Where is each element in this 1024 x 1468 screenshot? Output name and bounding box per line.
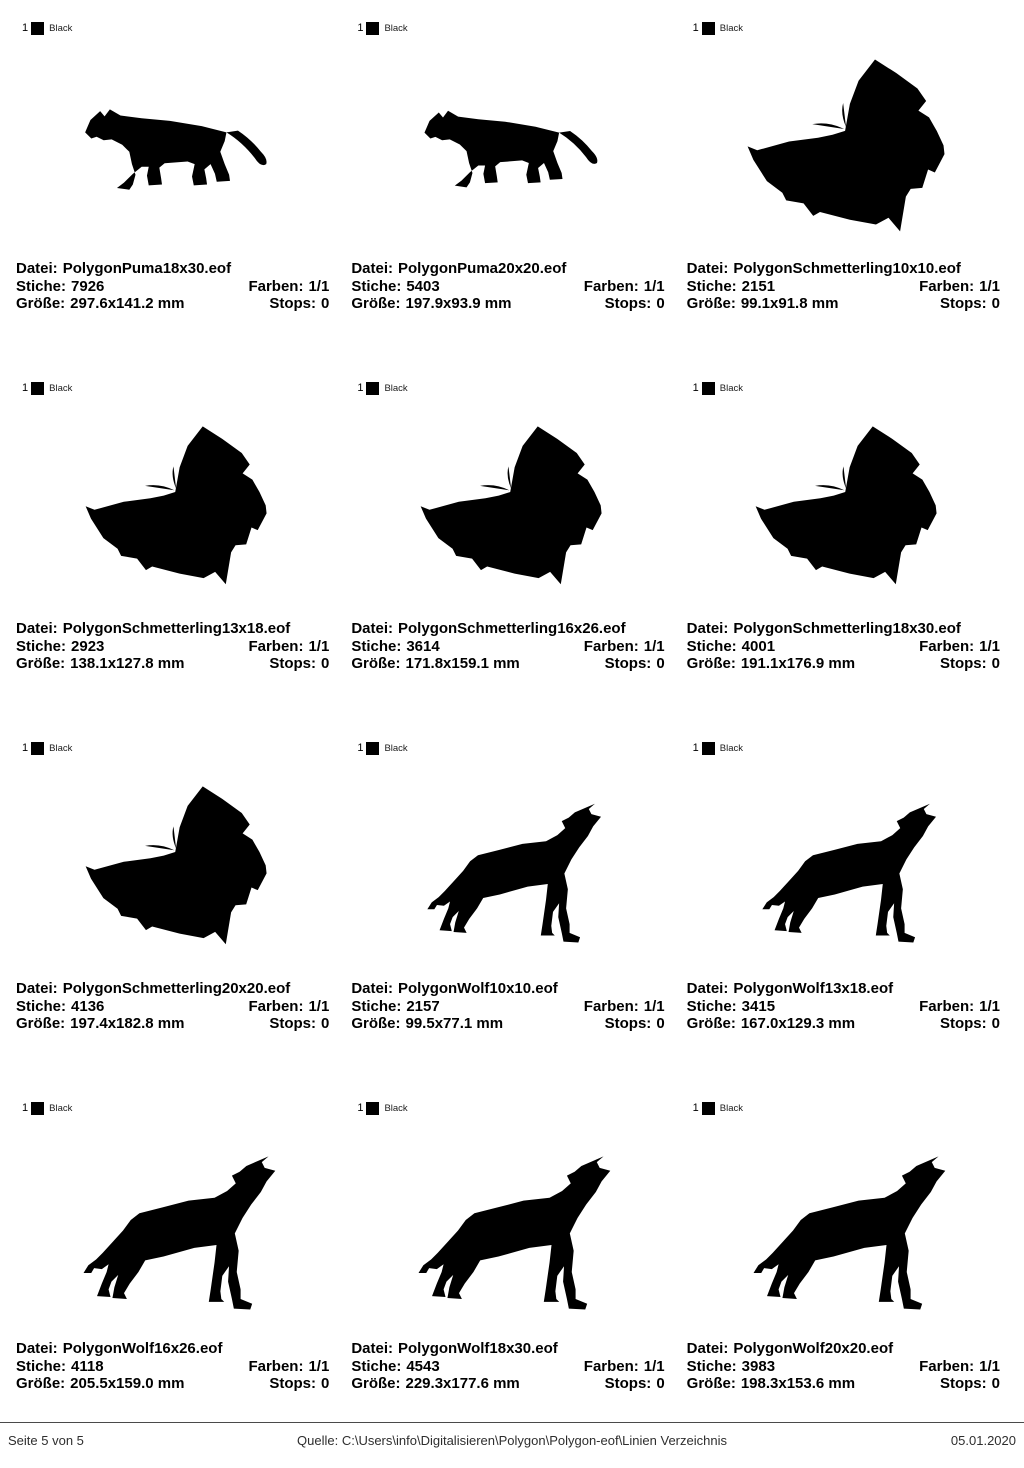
- design-preview: [349, 1116, 674, 1338]
- design-cell: [685, 1100, 1010, 1398]
- colors-value: 1/1: [643, 997, 665, 1015]
- color-legend: [357, 1100, 674, 1116]
- size-label: Größe:: [16, 1015, 66, 1032]
- design-cell: [14, 380, 339, 678]
- size-value: 198.3x153.6 mm: [740, 1375, 856, 1392]
- color-name: Black: [719, 1102, 744, 1114]
- design-cell: [349, 380, 674, 678]
- stitches-label: Stiche:: [686, 1357, 737, 1375]
- colors-value: 1/1: [979, 277, 1000, 295]
- stops-value: 0: [991, 1015, 1000, 1032]
- stitches-value: 7926: [71, 277, 105, 295]
- color-number: 1: [357, 1102, 364, 1114]
- color-legend: [357, 380, 674, 396]
- design-metadata: [685, 1338, 1010, 1393]
- color-name: Black: [49, 742, 73, 754]
- source-value: C:\Users\info\Digitalisieren\Polygon\Polygon-eof\Linien Verzeichnis: [341, 1433, 727, 1448]
- design-preview: [349, 396, 674, 618]
- black-color-swatch: [702, 22, 715, 35]
- color-number: 1: [692, 22, 699, 34]
- size-label: Größe:: [351, 655, 401, 672]
- file-name: PolygonSchmetterling20x20.eof: [62, 980, 291, 997]
- stops-label: Stops:: [939, 1015, 987, 1032]
- color-name: Black: [49, 1102, 73, 1114]
- colors-label: Farben:: [248, 1357, 304, 1375]
- puma-drawing: [71, 97, 283, 198]
- colors-label: Farben:: [583, 277, 639, 295]
- file-label: Datei:: [351, 260, 394, 277]
- color-number: 1: [357, 22, 364, 34]
- colors-value: 1/1: [308, 997, 330, 1015]
- stitches-label: Stiche:: [686, 637, 737, 655]
- stops-label: Stops:: [269, 1375, 316, 1392]
- size-value: 191.1x176.9 mm: [740, 655, 856, 672]
- page-number: Seite 5 von 5: [8, 1433, 84, 1448]
- file-name: PolygonWolf16x26.eof: [62, 1340, 223, 1357]
- color-legend: [22, 740, 339, 756]
- stitches-label: Stiche:: [686, 277, 737, 295]
- color-name: Black: [49, 382, 73, 394]
- file-name: PolygonPuma18x30.eof: [62, 260, 232, 277]
- file-name: PolygonSchmetterling16x26.eof: [398, 620, 626, 637]
- color-legend: [357, 20, 674, 36]
- stitches-value: 4118: [71, 1357, 104, 1375]
- colors-value: 1/1: [979, 1357, 1000, 1375]
- design-metadata: [349, 618, 674, 673]
- design-preview: [14, 36, 339, 258]
- stops-label: Stops:: [269, 295, 316, 312]
- size-value: 197.4x182.8 mm: [70, 1015, 185, 1032]
- stops-value: 0: [320, 1015, 330, 1032]
- size-label: Größe:: [686, 295, 736, 312]
- size-value: 138.1x127.8 mm: [70, 655, 185, 672]
- colors-label: Farben:: [248, 277, 304, 295]
- wolf-drawing: [71, 1139, 283, 1314]
- size-value: 205.5x159.0 mm: [70, 1375, 185, 1392]
- colors-label: Farben:: [919, 997, 975, 1015]
- stops-label: Stops:: [604, 1375, 652, 1392]
- color-name: Black: [384, 382, 408, 394]
- file-name: PolygonSchmetterling10x10.eof: [733, 260, 961, 277]
- stops-value: 0: [991, 295, 1000, 312]
- color-number: 1: [357, 382, 364, 394]
- file-label: Datei:: [16, 260, 58, 277]
- size-label: Größe:: [351, 295, 401, 312]
- design-metadata: [14, 1338, 339, 1393]
- black-color-swatch: [31, 22, 44, 35]
- size-label: Größe:: [16, 1375, 66, 1392]
- design-metadata: [685, 258, 1010, 313]
- size-value: 99.1x91.8 mm: [740, 295, 839, 312]
- design-preview: [14, 756, 339, 978]
- design-cell: [14, 20, 339, 318]
- stitches-value: 2157: [406, 997, 440, 1015]
- stitches-value: 3983: [741, 1357, 776, 1375]
- design-preview: [14, 396, 339, 618]
- butterfly-drawing: [745, 414, 949, 600]
- butterfly-drawing: [736, 46, 958, 249]
- colors-value: 1/1: [979, 997, 1000, 1015]
- design-preview: [685, 396, 1010, 618]
- colors-label: Farben:: [248, 637, 304, 655]
- stops-label: Stops:: [604, 295, 652, 312]
- stops-label: Stops:: [939, 655, 987, 672]
- file-name: PolygonWolf10x10.eof: [398, 980, 558, 997]
- black-color-swatch: [31, 382, 44, 395]
- design-metadata: [14, 618, 339, 673]
- design-cell: [685, 380, 1010, 678]
- file-label: Datei:: [16, 1340, 58, 1357]
- stitches-value: 2923: [71, 637, 105, 655]
- stops-label: Stops:: [604, 1015, 652, 1032]
- design-cell: [349, 20, 674, 318]
- stitches-value: 3614: [406, 637, 440, 655]
- stitches-label: Stiche:: [351, 277, 402, 295]
- stops-label: Stops:: [604, 655, 652, 672]
- file-label: Datei:: [16, 980, 58, 997]
- black-color-swatch: [702, 742, 715, 755]
- stops-value: 0: [320, 1375, 330, 1392]
- wolf-drawing: [406, 1139, 618, 1314]
- black-color-swatch: [366, 1102, 379, 1115]
- stops-label: Stops:: [939, 295, 987, 312]
- stitches-value: 4136: [71, 997, 105, 1015]
- file-name: PolygonPuma20x20.eof: [398, 260, 567, 277]
- design-metadata: [14, 258, 339, 313]
- butterfly-drawing: [410, 414, 614, 600]
- colors-label: Farben:: [919, 637, 975, 655]
- black-color-swatch: [366, 382, 379, 395]
- design-grid: [14, 20, 1010, 1398]
- colors-label: Farben:: [583, 1357, 639, 1375]
- colors-label: Farben:: [583, 997, 639, 1015]
- colors-value: 1/1: [308, 1357, 330, 1375]
- stitches-label: Stiche:: [351, 997, 402, 1015]
- colors-label: Farben:: [919, 1357, 975, 1375]
- stitches-label: Stiche:: [16, 277, 67, 295]
- design-metadata: [685, 618, 1010, 673]
- colors-label: Farben:: [248, 997, 304, 1015]
- stitches-value: 3415: [741, 997, 776, 1015]
- color-number: 1: [692, 742, 699, 754]
- design-cell: [685, 20, 1010, 318]
- design-metadata: [14, 978, 339, 1033]
- file-label: Datei:: [686, 1340, 729, 1357]
- black-color-swatch: [366, 742, 379, 755]
- color-number: 1: [692, 1102, 699, 1114]
- color-legend: [22, 20, 339, 36]
- black-color-swatch: [31, 1102, 44, 1115]
- size-label: Größe:: [686, 655, 736, 672]
- stops-value: 0: [991, 655, 1000, 672]
- file-name: PolygonSchmetterling13x18.eof: [62, 620, 291, 637]
- design-preview: [685, 756, 1010, 978]
- stitches-label: Stiche:: [16, 1357, 67, 1375]
- black-color-swatch: [31, 742, 44, 755]
- butterfly-drawing: [75, 414, 279, 600]
- design-metadata: [685, 978, 1010, 1033]
- size-value: 171.8x159.1 mm: [405, 655, 520, 672]
- file-label: Datei:: [351, 980, 394, 997]
- color-number: 1: [22, 742, 29, 754]
- file-name: PolygonWolf13x18.eof: [733, 980, 894, 997]
- color-number: 1: [692, 382, 699, 394]
- stitches-label: Stiche:: [351, 1357, 402, 1375]
- colors-value: 1/1: [308, 637, 330, 655]
- color-legend: [693, 1100, 1010, 1116]
- size-label: Größe:: [351, 1015, 401, 1032]
- design-preview: [685, 36, 1010, 258]
- file-label: Datei:: [351, 1340, 394, 1357]
- file-name: PolygonWolf18x30.eof: [398, 1340, 558, 1357]
- stitches-value: 2151: [741, 277, 776, 295]
- color-name: Black: [384, 742, 408, 754]
- stitches-label: Stiche:: [351, 637, 402, 655]
- file-name: PolygonWolf20x20.eof: [733, 1340, 894, 1357]
- black-color-swatch: [366, 22, 379, 35]
- size-label: Größe:: [351, 1375, 401, 1392]
- stops-value: 0: [656, 1375, 665, 1392]
- design-cell: [14, 1100, 339, 1398]
- design-cell: [14, 740, 339, 1038]
- stitches-label: Stiche:: [686, 997, 737, 1015]
- stops-value: 0: [991, 1375, 1000, 1392]
- stops-label: Stops:: [939, 1375, 987, 1392]
- stitches-value: 4001: [741, 637, 776, 655]
- puma-drawing: [411, 99, 613, 195]
- stops-value: 0: [656, 1015, 665, 1032]
- size-value: 229.3x177.6 mm: [405, 1375, 520, 1392]
- stitches-label: Stiche:: [16, 637, 67, 655]
- color-name: Black: [384, 1102, 408, 1114]
- design-preview: [685, 1116, 1010, 1338]
- color-number: 1: [22, 1102, 29, 1114]
- colors-label: Farben:: [583, 637, 639, 655]
- color-name: Black: [719, 22, 744, 34]
- colors-label: Farben:: [919, 277, 975, 295]
- color-legend: [22, 380, 339, 396]
- stops-label: Stops:: [269, 1015, 316, 1032]
- design-metadata: [349, 258, 674, 313]
- size-value: 99.5x77.1 mm: [405, 1015, 504, 1032]
- file-label: Datei:: [351, 620, 394, 637]
- size-label: Größe:: [16, 295, 66, 312]
- design-metadata: [349, 1338, 674, 1393]
- design-preview: [349, 36, 674, 258]
- source-label: Quelle:: [297, 1433, 339, 1448]
- file-label: Datei:: [686, 620, 729, 637]
- stops-label: Stops:: [269, 655, 316, 672]
- size-value: 197.9x93.9 mm: [405, 295, 512, 312]
- color-legend: [22, 1100, 339, 1116]
- butterfly-drawing: [75, 774, 279, 960]
- color-number: 1: [22, 382, 29, 394]
- colors-value: 1/1: [308, 277, 330, 295]
- size-label: Größe:: [686, 1015, 736, 1032]
- size-label: Größe:: [16, 655, 66, 672]
- size-value: 297.6x141.2 mm: [70, 295, 185, 312]
- stops-value: 0: [320, 295, 330, 312]
- color-name: Black: [384, 22, 408, 34]
- color-legend: [693, 20, 1010, 36]
- file-name: PolygonSchmetterling18x30.eof: [733, 620, 961, 637]
- design-cell: [349, 1100, 674, 1398]
- stops-value: 0: [656, 295, 665, 312]
- size-label: Größe:: [686, 1375, 736, 1392]
- file-label: Datei:: [686, 980, 729, 997]
- page-footer: [0, 1422, 1024, 1448]
- design-cell: [685, 740, 1010, 1038]
- colors-value: 1/1: [979, 637, 1000, 655]
- color-legend: [357, 740, 674, 756]
- color-legend: [693, 740, 1010, 756]
- design-metadata: [349, 978, 674, 1033]
- color-name: Black: [719, 742, 744, 754]
- design-preview: [349, 756, 674, 978]
- wolf-drawing: [416, 788, 608, 947]
- design-cell: [349, 740, 674, 1038]
- stitches-value: 5403: [406, 277, 440, 295]
- stops-value: 0: [656, 655, 665, 672]
- stops-value: 0: [320, 655, 330, 672]
- color-name: Black: [49, 22, 73, 34]
- color-number: 1: [357, 742, 364, 754]
- file-label: Datei:: [686, 260, 729, 277]
- size-value: 167.0x129.3 mm: [740, 1015, 856, 1032]
- source-path: [228, 1433, 796, 1448]
- black-color-swatch: [702, 1102, 715, 1115]
- design-preview: [14, 1116, 339, 1338]
- print-date: 05.01.2020: [950, 1433, 1016, 1448]
- black-color-swatch: [702, 382, 715, 395]
- colors-value: 1/1: [643, 637, 665, 655]
- color-name: Black: [719, 382, 744, 394]
- wolf-drawing: [751, 788, 943, 947]
- stitches-label: Stiche:: [16, 997, 67, 1015]
- wolf-drawing: [741, 1139, 953, 1314]
- color-legend: [693, 380, 1010, 396]
- colors-value: 1/1: [643, 277, 665, 295]
- color-number: 1: [22, 22, 29, 34]
- stitches-value: 4543: [406, 1357, 440, 1375]
- colors-value: 1/1: [643, 1357, 665, 1375]
- file-label: Datei:: [16, 620, 58, 637]
